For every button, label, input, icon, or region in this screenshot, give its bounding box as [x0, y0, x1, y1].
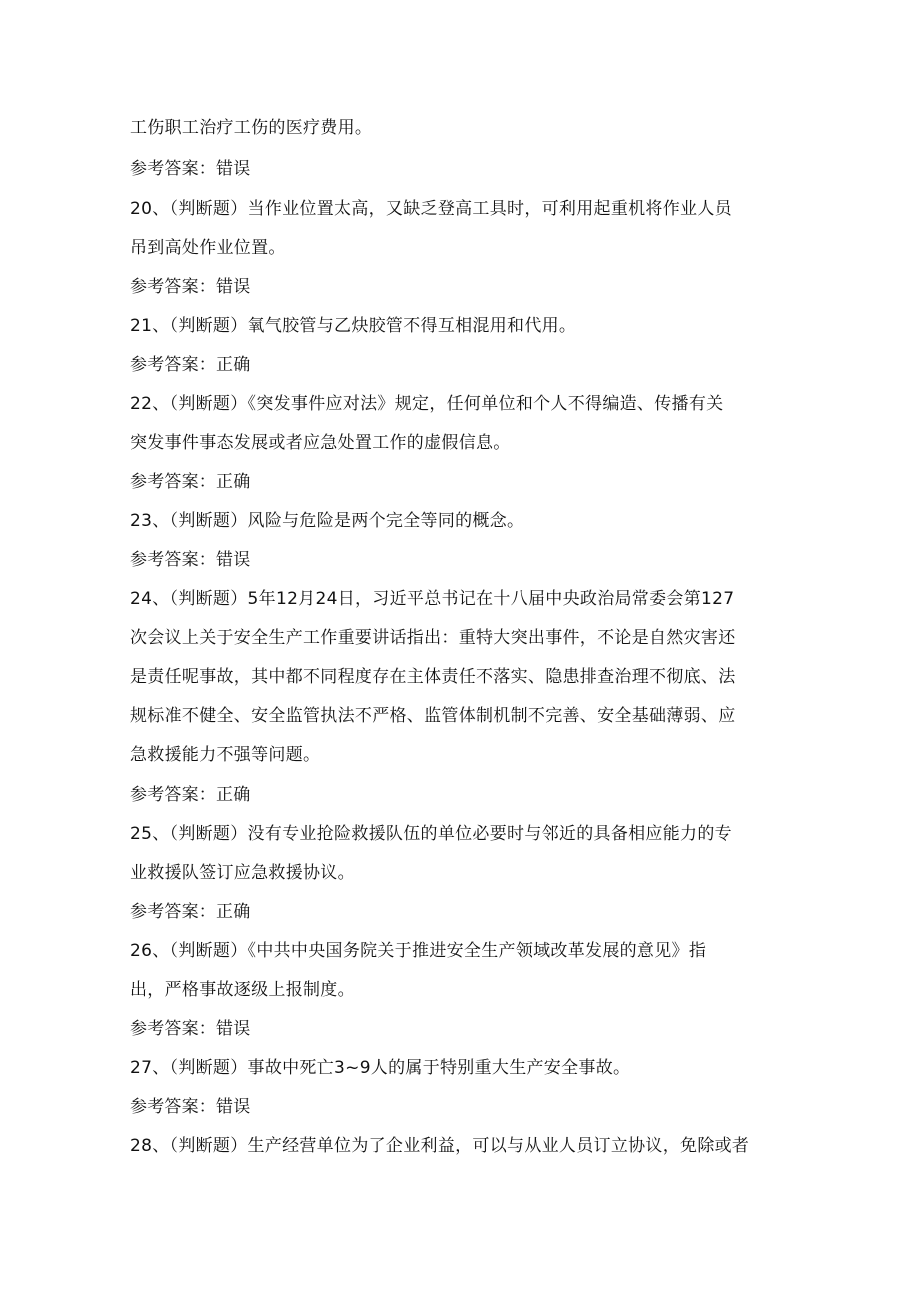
answer-line: 参考答案：错误	[130, 1019, 251, 1039]
question-28-line-1: 28、（判断题）生产经营单位为了企业利益，可以与从业人员订立协议，免除或者	[130, 1136, 750, 1156]
question-23-line-1: 23、（判断题）风险与危险是两个完全等同的概念。	[130, 511, 525, 531]
answer-line: 参考答案：正确	[130, 785, 251, 805]
question-24-line-4: 规标准不健全、安全监管执法不严格、监管体制机制不完善、安全基础薄弱、应	[130, 706, 736, 726]
question-20-line-1: 20、（判断题）当作业位置太高，又缺乏登高工具时，可利用起重机将作业人员	[130, 199, 732, 219]
answer-line: 参考答案：正确	[130, 902, 251, 922]
question-25-line-1: 25、（判断题）没有专业抢险救援队伍的单位必要时与邻近的具备相应能力的专	[130, 824, 732, 844]
question-26-line-2: 出，严格事故逐级上报制度。	[130, 980, 355, 1000]
text-line: 工伤职工治疗工伤的医疗费用。	[130, 118, 373, 138]
question-24-line-1: 24、（判断题）5年12月24日，习近平总书记在十八届中央政治局常委会第127	[130, 589, 735, 609]
question-20-line-2: 吊到高处作业位置。	[130, 238, 286, 258]
answer-line: 参考答案：错误	[130, 159, 251, 179]
answer-line: 参考答案：错误	[130, 550, 251, 570]
question-24-line-3: 是责任呢事故，其中都不同程度存在主体责任不落实、隐患排查治理不彻底、法	[130, 667, 736, 687]
answer-line: 参考答案：错误	[130, 1097, 251, 1117]
answer-line: 参考答案：错误	[130, 277, 251, 297]
question-22-line-2: 突发事件事态发展或者应急处置工作的虚假信息。	[130, 433, 511, 453]
question-25-line-2: 业救援队签订应急救援协议。	[130, 863, 355, 883]
question-22-line-1: 22、（判断题）《突发事件应对法》规定，任何单位和个人不得编造、传播有关	[130, 394, 724, 414]
question-24-line-2: 次会议上关于安全生产工作重要讲话指出：重特大突出事件，不论是自然灾害还	[130, 628, 736, 648]
question-26-line-1: 26、（判断题）《中共中央国务院关于推进安全生产领域改革发展的意见》指	[130, 941, 707, 961]
answer-line: 参考答案：正确	[130, 355, 251, 375]
question-27-line-1: 27、（判断题）事故中死亡3~9人的属于特别重大生产安全事故。	[130, 1058, 631, 1078]
question-21-line-1: 21、（判断题）氧气胶管与乙炔胶管不得互相混用和代用。	[130, 316, 577, 336]
question-24-line-5: 急救援能力不强等问题。	[130, 745, 321, 765]
answer-line: 参考答案：正确	[130, 472, 251, 492]
